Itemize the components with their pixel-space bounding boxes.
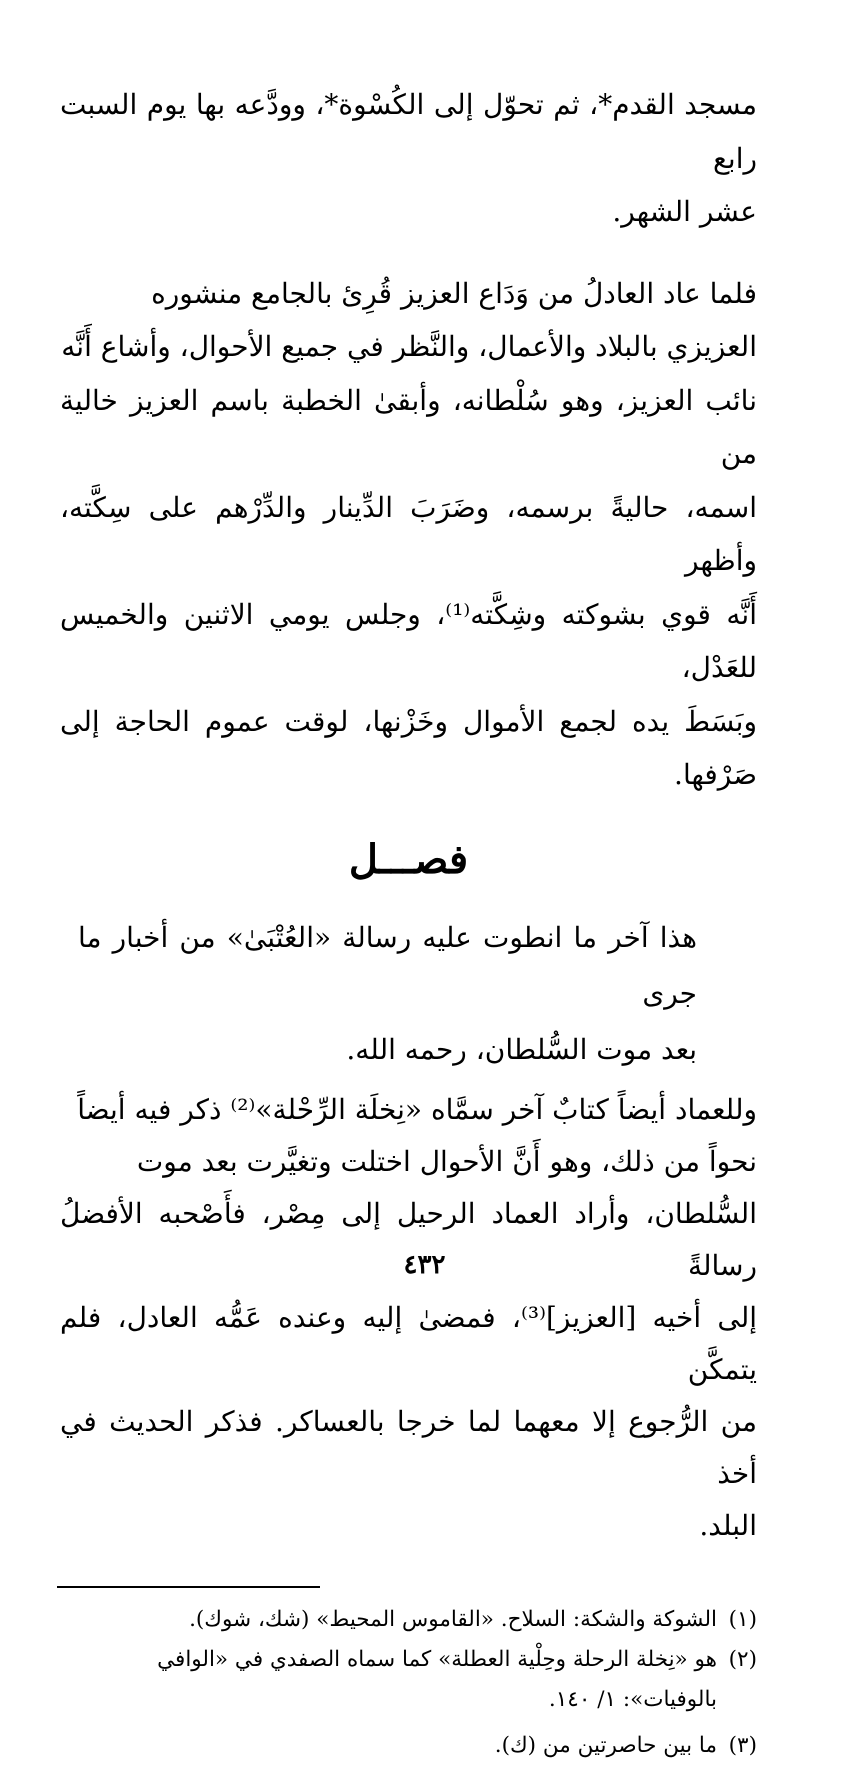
page-number: ٤٣٢ — [403, 1250, 446, 1280]
body-paragraph-4: وللعماد أيضاً كتابٌ آخر سمَّاه «نِخلَة الرِّحْلة»⁽²⁾ ذكر فيه أيضاً نحواً من ذلك، وهو أَنَّ الأحوال اختلت وتغيَّرت بعد موت السُّلطان، وأراد العماد الرحيل إلى مِصْر، فأَصْحبه الأفضلُ رسالةً إلى أخيه [العزيز]⁽³⁾، فمضىٰ إليه وعنده عَمُّه العادل، فلم يتمكَّن من الرُّجوع إلا معهما لما خرجا بالعساكر. فذكر الحديث في أخذ البلد. — [60, 1092, 757, 1542]
footnote-separator — [57, 1586, 320, 1588]
body-paragraph-2: فلما عاد العادلُ من وَدَاع العزيز قُرِئ بالجامع منشوره العزيزي بالبلاد والأعمال، والنَّظر في جميع الأحوال، وأشاع أَنَّه نائب العزيز، وهو سُلْطانه، وأبقىٰ الخطبة باسم العزيز خالية من اسمه، حاليةً برسمه، وضَرَبَ الدِّينار والدِّرْهم على سِكَّته، وأظهر أَنَّه قوي بشوكته وشِكَّته⁽¹⁾، وجلس يومي الاثنين والخميس للعَدْل، وبَسَطَ يده لجمع الأموال وخَزْنها، لوقت عموم الحاجة إلى صَرْفها. — [60, 276, 757, 791]
body-paragraph-3: هذا آخر ما انطوت عليه رسالة «العُتْبَىٰ» من أخبار ما جرى بعد موت السُّلطان، رحمه الله. — [78, 920, 697, 1066]
footnote-text: الشوكة والشكة: السلاح. «القاموس المحيط» (شك، شوك). — [189, 1606, 717, 1632]
footnote-number: (٢) — [728, 1646, 757, 1672]
footnote-text: ما بين حاصرتين من (ك). — [494, 1732, 717, 1758]
footnote-number: (٣) — [728, 1732, 757, 1758]
footnote-text: هو «نِخلة الرحلة وحِلْية العطلة» كما سماه الصفدي في «الوافي بالوفيات»: ١/ ١٤٠. — [157, 1646, 717, 1712]
footnote-1 — [60, 1600, 757, 1640]
body-paragraph-1: مسجد القدم*، ثم تحوّل إلى الكُسْوة*، وودَّعه بها يوم السبت رابع عشر الشهر. — [60, 88, 757, 228]
footnote-number: (١) — [728, 1606, 757, 1632]
footnotes — [60, 1600, 757, 1766]
section-heading: فصـــل — [348, 835, 469, 883]
footnote-3 — [60, 1726, 757, 1766]
footnote-2 — [60, 1640, 757, 1720]
